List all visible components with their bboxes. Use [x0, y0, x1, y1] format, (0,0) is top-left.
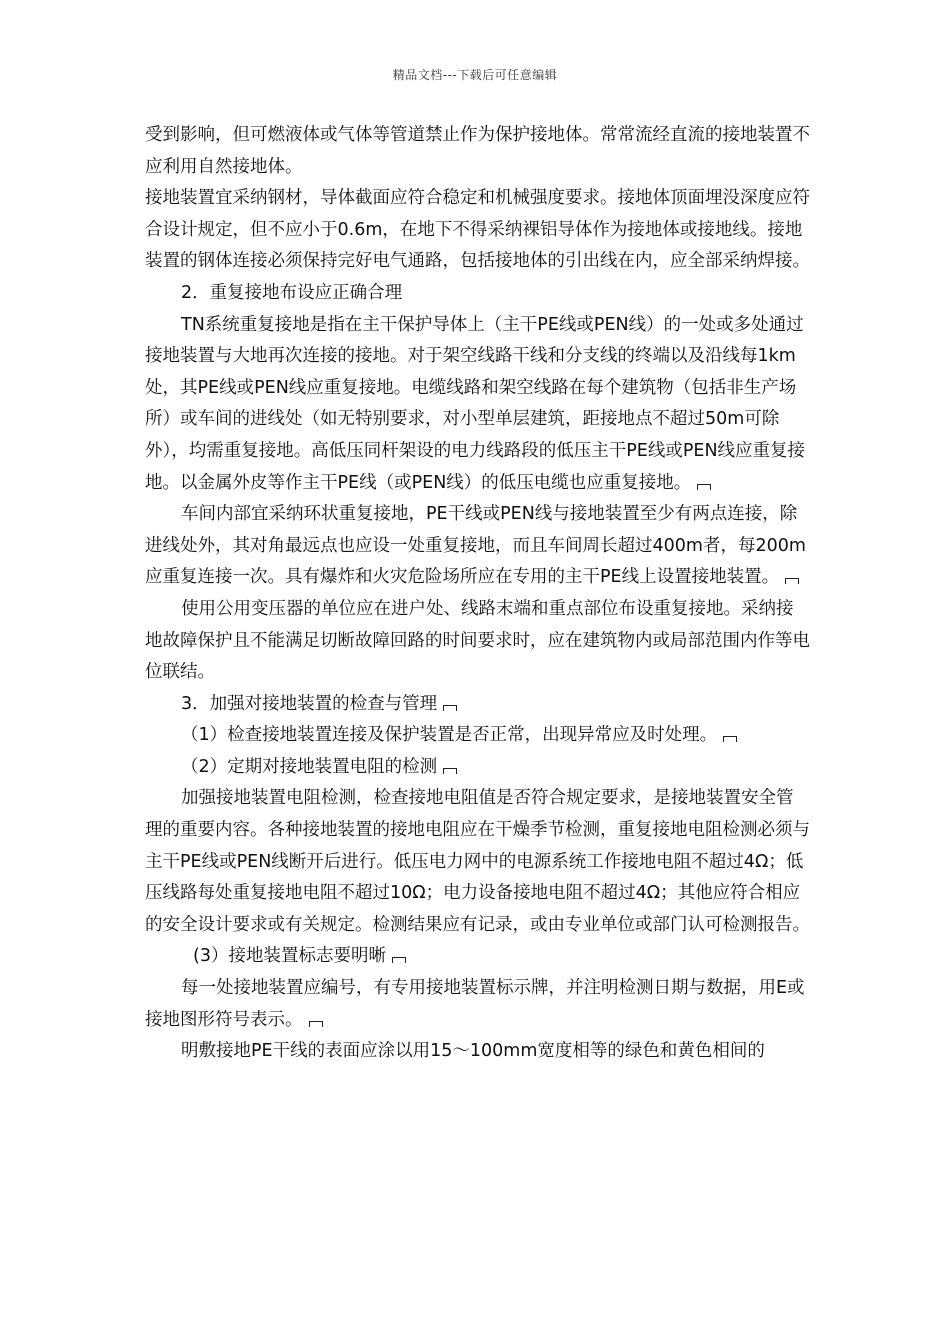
sub-item-2-text: （2）定期对接地装置电阻的检测 [181, 756, 438, 777]
paragraph-3-text: TN系统重复接地是指在主干保护导体上（主干PE线或PEN线）的一处或多处通过接地装置与大地再次连接的接地。对于架空线路干线和分支线的终端以及沿线每1km处，其PE线或PEN线应重复接地。电缆线路和架空线路在每个建筑物（包括非生产场所）或车间的进线处（如无特别要求，对小型单层建筑，距接地点不超过50m可除外），均需重复接地。高低压同杆架设的电力线路段的低压主干PE线或PEN线应重复接地。以金属外皮等作主干PE线（或PEN线）的低压电缆也应重复接地。 [145, 314, 806, 493]
paragraph-7 [145, 973, 810, 1036]
paragraph-5: 使用公用变压器的单位应在进户处、线路末端和重点部位布设重复接地。采纳接地故障保护且不能满足切断故障回路的时间要求时，应在建筑物内或局部范围内作等电位联结。 [145, 598, 810, 683]
paragraph-4 [145, 499, 810, 594]
paragraph-mark-icon [309, 1021, 323, 1027]
sub-item-1-text: （1）检查接地装置连接及保护装置是否正常，出现异常应及时处理。 [181, 725, 718, 746]
section-heading-3 [145, 689, 810, 721]
section-heading-3-text: 3．加强对接地装置的检查与管理 [181, 693, 438, 714]
sub-item-3-text: (3）接地装置标志要明晰 [193, 946, 386, 967]
paragraph-4-text: 车间内部宜采纳环状重复接地，PE干线或PEN线与接地装置至少有两点连接，除进线处外，其对角最远点也应设一处重复接地，而且车间周长超过400m者，每200m应重复连接一次。具有爆炸和火灾危险场所应在专用的主干PE线上设置接地装置。 [145, 504, 806, 588]
section-heading-2 [145, 278, 810, 310]
paragraph-3 [145, 310, 810, 500]
sub-item-2 [145, 752, 810, 784]
document-body [145, 120, 810, 1068]
paragraph-mark-icon [443, 705, 457, 711]
paragraph-6: 加强接地装置电阻检测，检查接地电阻值是否符合规定要求，是接地装置安全管理的重要内容。各种接地装置的接地电阻应在干燥季节检测，重复接地电阻检测必须与主干PE线或PEN线断开后进行。低压电力网中的电源系统工作接地电阻不超过4Ω；低压线路每处重复接地电阻不超过10Ω；电力设备接地电阻不超过4Ω；其他应符合相应的安全设计要求或有关规定。检测结果应有记录，或由专业单位或部门认可检测报告。 [145, 788, 810, 935]
sub-item-1 [145, 720, 810, 752]
section-heading-2-text: 2．重复接地布设应正确合理 [181, 282, 403, 303]
page-header: 精品文档---下载后可任意编辑 [392, 68, 558, 82]
paragraph-mark-icon [392, 957, 406, 963]
paragraph-2: 接地装置宜采纳钢材，导体截面应符合稳定和机械强度要求。接地体顶面埋没深度应符合设计规定，但不应小于0.6m，在地下不得采纳裸铝导体作为接地体或接地线。接地装置的钢体连接必须保持完好电气通路，包括接地体的引出线在内，应全部采纳焊接。 [145, 188, 810, 272]
paragraph-mark-icon [785, 578, 799, 584]
paragraph-1: 受到影响，但可燃液体或气体等管道禁止作为保护接地体。常常流经直流的接地装置不应利用自然接地体。 [145, 125, 810, 177]
sub-item-3 [145, 941, 810, 973]
paragraph-mark-icon [723, 736, 737, 742]
paragraph-mark-icon [443, 768, 457, 774]
paragraph-7-text: 每一处接地装置应编号，有专用接地装置标示牌，并注明检测日期与数据，用E或接地图形符号表示。 [145, 978, 805, 1030]
paragraph-mark-icon [697, 484, 711, 490]
paragraph-8: 明敷接地PE干线的表面应涂以用15～100mm宽度相等的绿色和黄色相间的 [181, 1041, 765, 1062]
